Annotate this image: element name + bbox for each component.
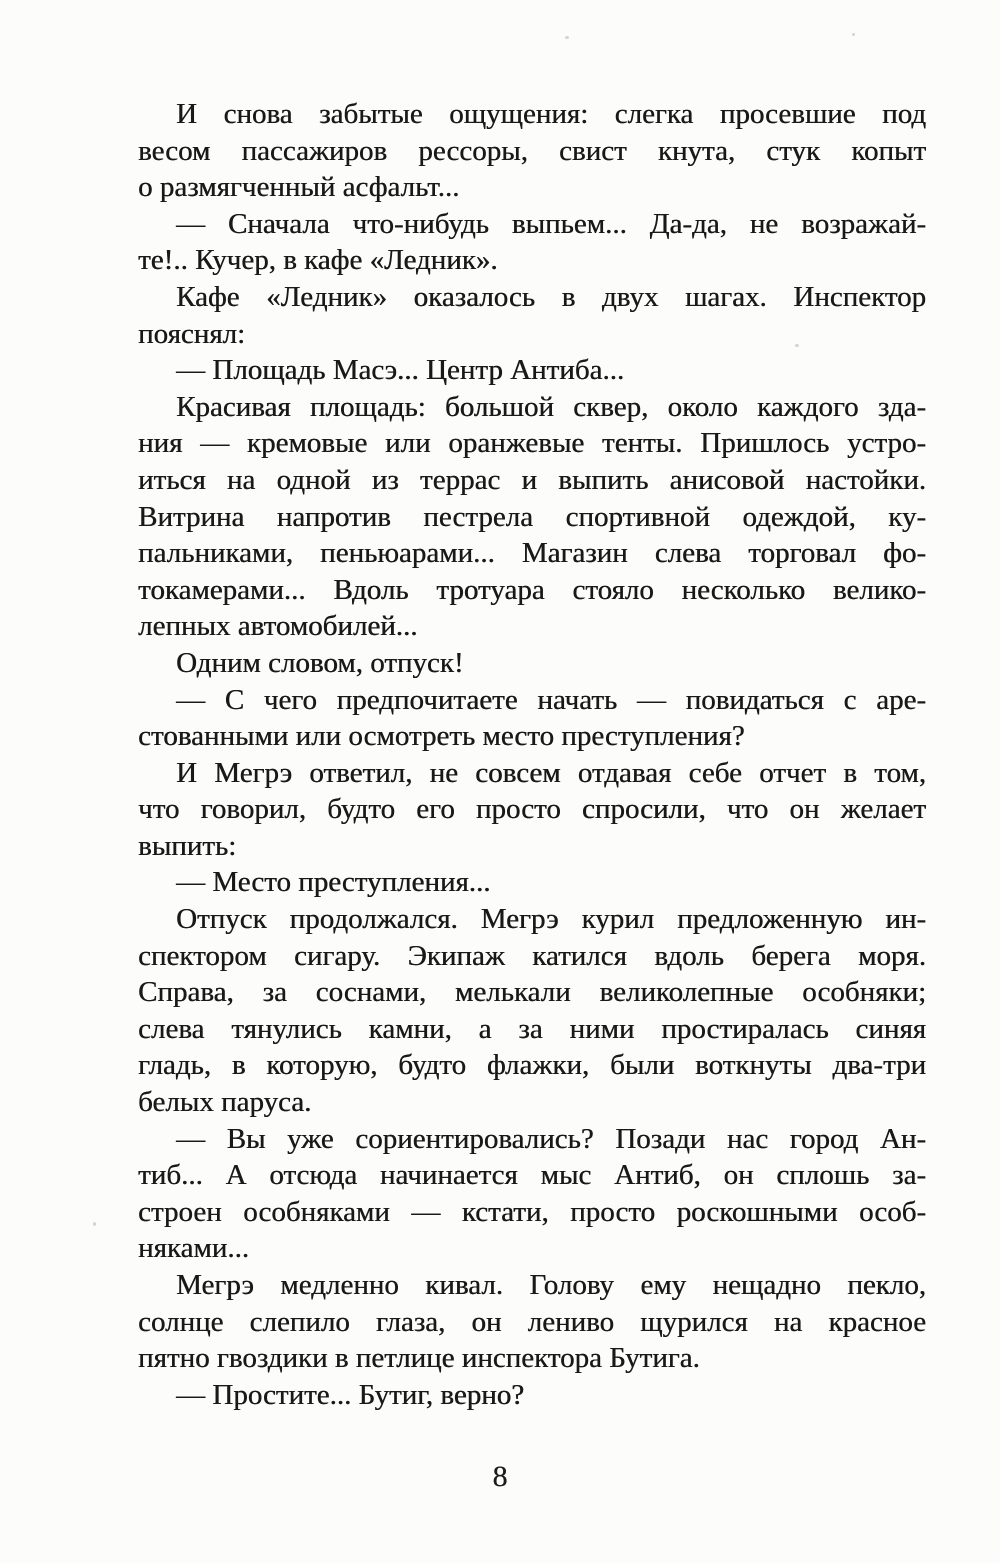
text-line: слева тянулись камни, а за ними простиралась синяя xyxy=(138,1012,926,1045)
text-line: Одним словом, отпуск! xyxy=(176,646,464,679)
text-line: иться на одной из террас и выпить анисовой настойки. xyxy=(138,463,926,496)
scan-speck xyxy=(852,33,855,36)
text-line: гладь, в которую, будто флажки, были воткнуты два-три xyxy=(138,1049,926,1082)
paragraph xyxy=(138,864,926,901)
text-line: И Мегрэ ответил, не совсем отдавая себе отчет в том, xyxy=(176,756,926,789)
text-line: пояснял: xyxy=(138,317,246,350)
paragraph xyxy=(138,1267,926,1377)
paragraph xyxy=(138,206,926,279)
text-line: Витрина напротив пестрела спортивной одеждой, ку- xyxy=(138,500,926,533)
text-line: И снова забытые ощущения: слегка просевшие под xyxy=(176,98,926,130)
text-line: пальниками, пеньюарами... Магазин слева торговал фо- xyxy=(138,537,926,570)
text-line: что говорил, будто его просто спросили, что он желает xyxy=(138,793,926,826)
text-line: — Простите... Бутиг, верно? xyxy=(176,1378,525,1411)
text-line: весом пассажиров рессоры, свист кнута, стук копыт xyxy=(138,134,926,167)
text-line: Отпуск продолжался. Мегрэ курил предложенную ин- xyxy=(176,903,926,936)
paragraph xyxy=(138,96,926,206)
text-line: — Площадь Масэ... Центр Антиба... xyxy=(176,354,625,387)
text-line: выпить: xyxy=(138,829,237,862)
scan-speck xyxy=(93,1222,96,1226)
text-line: няками... xyxy=(138,1232,250,1265)
paragraph xyxy=(138,352,926,389)
text-line: Красивая площадь: большой сквер, около каждого зда- xyxy=(176,390,926,423)
text-line: — Сначала что-нибудь выпьем... Да-да, не возражай- xyxy=(176,207,926,240)
paragraph xyxy=(138,645,926,682)
text-line: спектором сигару. Экипаж катился вдоль берега моря. xyxy=(138,939,926,972)
text-line: пятно гвоздики в петлице инспектора Бутига. xyxy=(138,1342,700,1375)
paragraph xyxy=(138,279,926,352)
paragraph xyxy=(138,389,926,645)
page-number: 8 xyxy=(492,1460,508,1493)
text-line: лепных автомобилей... xyxy=(138,610,418,643)
text-line: Кафе «Ледник» оказалось в двух шагах. Инспектор xyxy=(176,280,926,313)
paragraph xyxy=(138,1121,926,1267)
text-line: ния — кремовые или оранжевые тенты. Пришлось устро- xyxy=(138,427,926,460)
text-line: солнце слепило глаза, он лениво щурился на красное xyxy=(138,1305,926,1338)
scan-speck xyxy=(565,36,569,39)
text-line: — Место преступления... xyxy=(176,866,491,899)
text-line: о размягченный асфальт... xyxy=(138,171,460,204)
text-line: строен особняками — кстати, просто роскошными особ- xyxy=(138,1195,926,1228)
paragraph xyxy=(138,682,926,755)
text-line: Справа, за соснами, мелькали великолепные особняки; xyxy=(138,976,926,1009)
paragraph xyxy=(138,1377,926,1414)
text-line: — С чего предпочитаете начать — повидаться с аре- xyxy=(176,683,926,716)
text-line: белых паруса. xyxy=(138,1086,312,1119)
text-line: те!.. Кучер, в кафе «Ледник». xyxy=(138,244,498,277)
text-line: токамерами... Вдоль тротуара стояло несколько велико- xyxy=(138,573,926,606)
text-line: стованными или осмотреть место преступления? xyxy=(138,720,745,753)
text-line: Мегрэ медленно кивал. Голову ему нещадно пекло, xyxy=(176,1269,926,1301)
text-line: тиб... А отсюда начинается мыс Антиб, он сплошь за- xyxy=(138,1159,926,1192)
paragraph xyxy=(138,755,926,865)
text-line: — Вы уже сориентировались? Позади нас город Ан- xyxy=(176,1122,926,1155)
paragraph xyxy=(138,901,926,1121)
page-text xyxy=(138,96,926,1413)
